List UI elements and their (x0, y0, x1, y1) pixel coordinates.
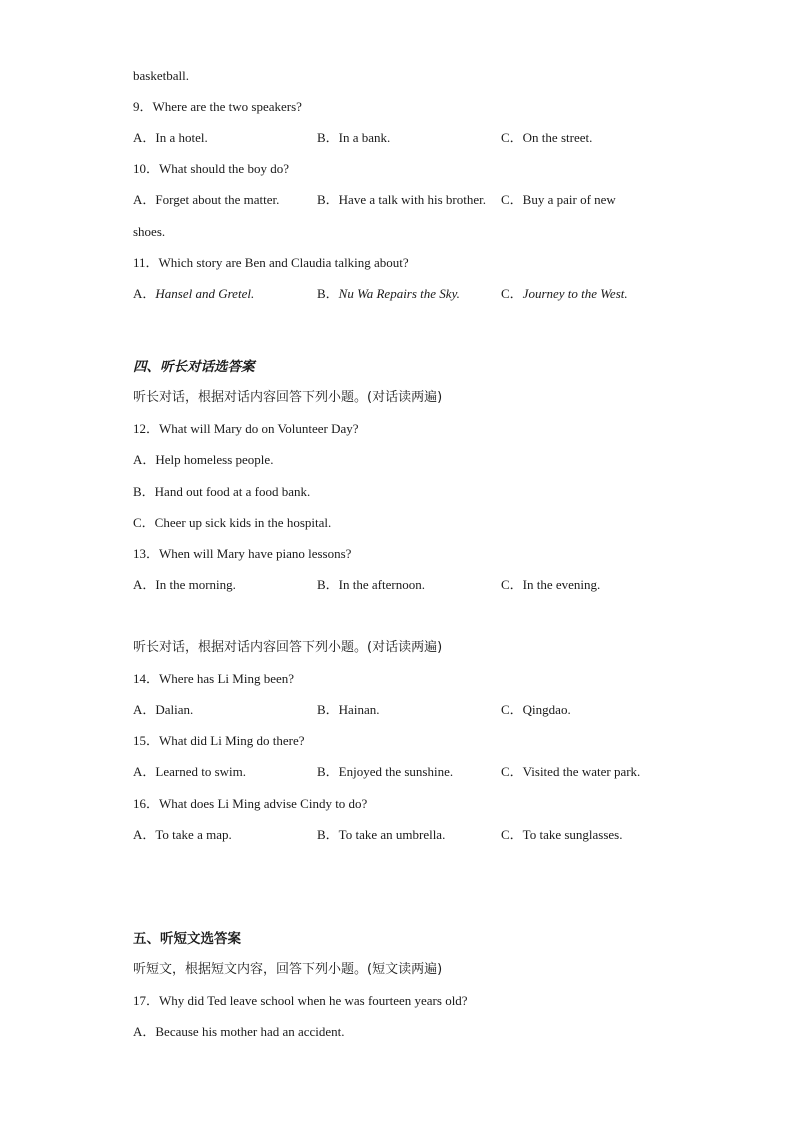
q16-option-c: C．To take sunglasses. (501, 827, 623, 842)
q13-option-b: B．In the afternoon. (317, 577, 425, 592)
q14-option-c: C．Qingdao. (501, 702, 571, 717)
q15-option-a: A．Learned to swim. (133, 764, 247, 779)
section4-instruction-2: 听长对话，根据对话内容回答下列小题。(对话读两遍) (133, 640, 443, 655)
section4-heading: 四、听长对话选答案 (133, 359, 255, 375)
q15-stem: 15．What did Li Ming do there? (133, 733, 305, 748)
q14-option-a: A．Dalian. (133, 702, 194, 717)
q11-option-c-title: Journey to the West. (522, 286, 628, 301)
q12-option-b: B．Hand out food at a food bank. (133, 484, 311, 499)
q11-option-b (317, 286, 460, 302)
q11-option-a-prefix: A． (133, 286, 156, 301)
q14-option-b: B．Hainan. (317, 702, 380, 717)
q17-stem: 17．Why did Ted leave school when he was fourteen years old? (133, 993, 468, 1008)
q16-stem: 16．What does Li Ming advise Cindy to do? (133, 796, 368, 811)
q12-option-a: A．Help homeless people. (133, 452, 274, 467)
q11-option-c-prefix: C． (501, 286, 523, 301)
q10-option-b: B．Have a talk with his brother. (317, 192, 486, 207)
q8-answer-continuation: basketball. (133, 68, 189, 83)
q10-stem: 10．What should the boy do? (133, 161, 289, 176)
section5-heading: 五、听短文选答案 (133, 931, 241, 947)
q10-option-c: C．Buy a pair of new (501, 192, 616, 207)
q11-option-c (501, 286, 628, 302)
q9-option-b: B．In a bank. (317, 130, 391, 145)
q15-option-b: B．Enjoyed the sunshine. (317, 764, 454, 779)
section4-instruction-1: 听长对话，根据对话内容回答下列小题。(对话读两遍) (133, 390, 443, 405)
q12-stem: 12．What will Mary do on Volunteer Day? (133, 421, 359, 436)
q15-option-c: C．Visited the water park. (501, 764, 641, 779)
section5-instruction: 听短文，根据短文内容，回答下列小题。(短文读两遍) (133, 962, 443, 977)
q11-option-a (133, 286, 254, 302)
q11-stem: 11．Which story are Ben and Claudia talking about? (133, 255, 409, 270)
q11-option-b-prefix: B． (317, 286, 339, 301)
q10-option-a: A．Forget about the matter. (133, 192, 280, 207)
q16-option-b: B．To take an umbrella. (317, 827, 446, 842)
q13-stem: 13．When will Mary have piano lessons? (133, 546, 352, 561)
q11-option-a-title: Hansel and Gretel. (155, 286, 255, 301)
q10-option-c-wrap: shoes. (133, 224, 166, 239)
q12-option-c: C．Cheer up sick kids in the hospital. (133, 515, 332, 530)
q14-stem: 14．Where has Li Ming been? (133, 671, 295, 686)
q11-option-b-title: Nu Wa Repairs the Sky. (338, 286, 460, 301)
q9-option-c: C．On the street. (501, 130, 593, 145)
q13-option-c: C．In the evening. (501, 577, 601, 592)
q16-option-a: A．To take a map. (133, 827, 232, 842)
q13-option-a: A．In the morning. (133, 577, 236, 592)
q17-option-a: A．Because his mother had an accident. (133, 1024, 345, 1039)
q9-option-a: A．In a hotel. (133, 130, 208, 145)
q9-stem: 9．Where are the two speakers? (133, 99, 302, 114)
